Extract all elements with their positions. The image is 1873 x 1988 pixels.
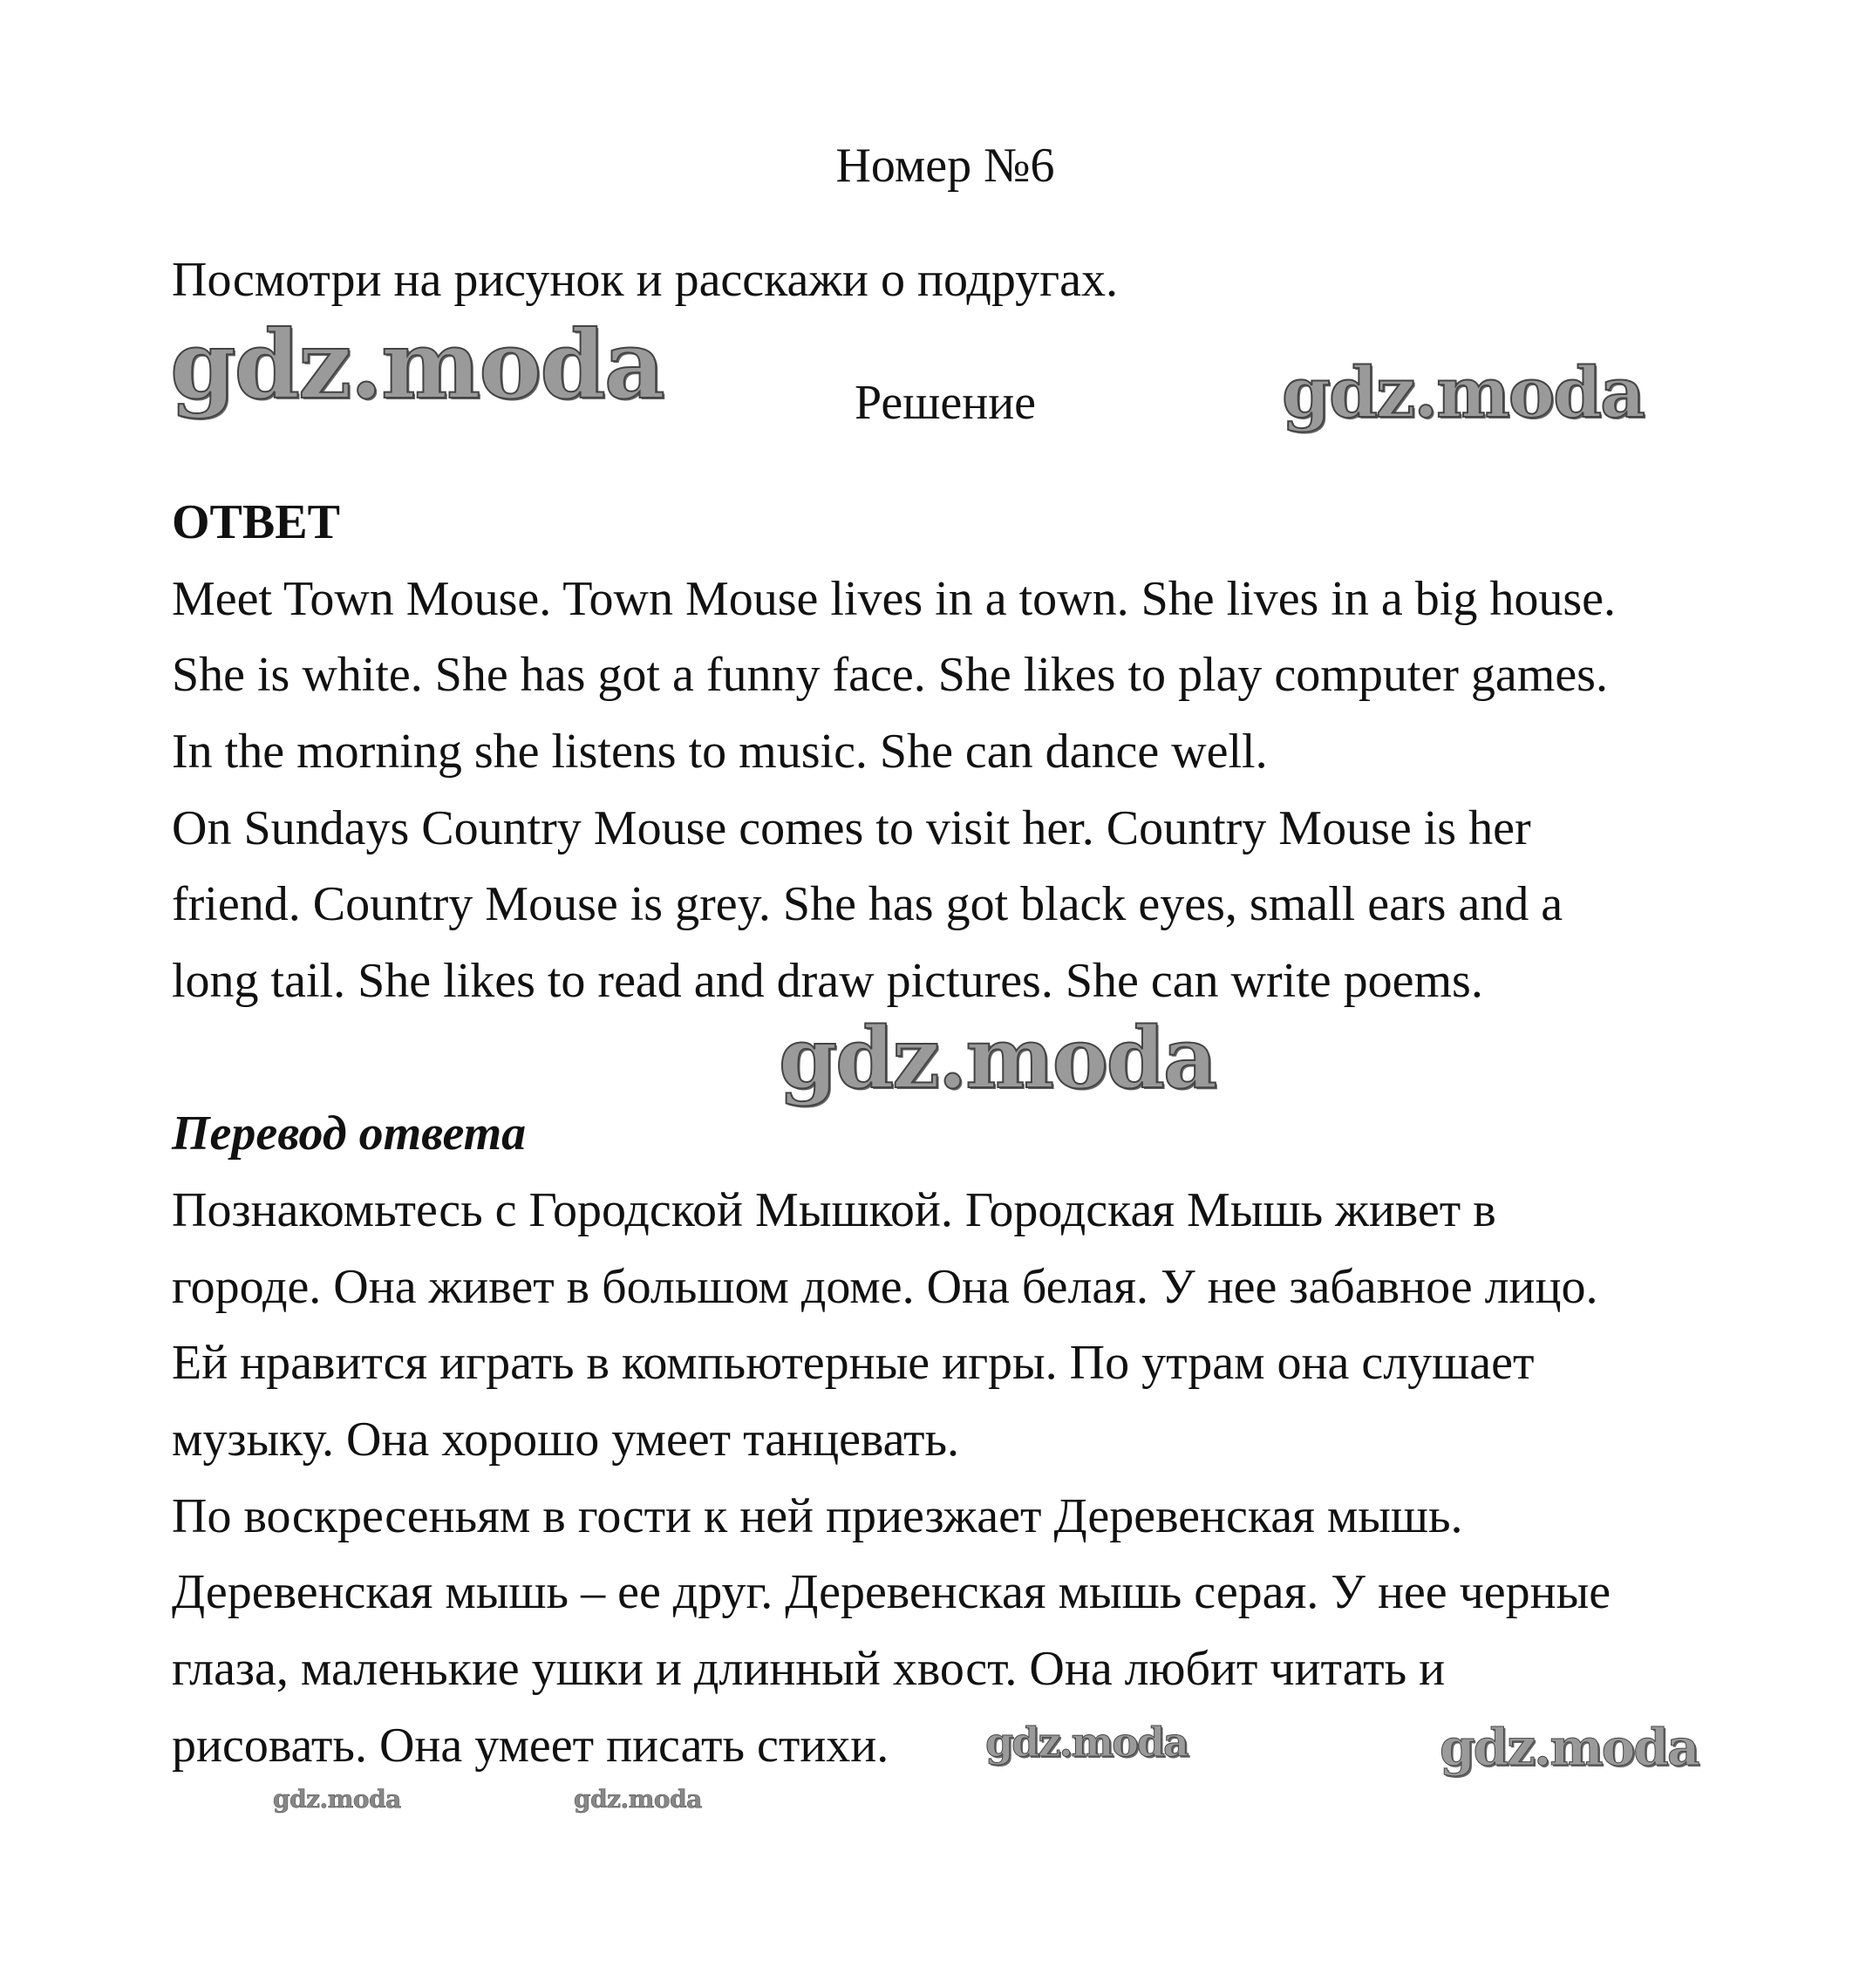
watermark-logo: gdz.moda	[985, 1719, 1188, 1766]
watermark-logo: gdz.moda	[1440, 1718, 1699, 1777]
task-text: Посмотри на рисунок и расскажи о подругах.	[172, 253, 1118, 307]
watermark-logo: gdz.moda	[574, 1785, 702, 1814]
translation-line: музыку. Она хорошо умеет танцевать.	[172, 1413, 960, 1467]
translation-line: По воскресеньям в гости к ней приезжает Деревенская мышь.	[172, 1489, 1463, 1543]
answer-line: On Sundays Country Mouse comes to visit her. Country Mouse is her	[172, 801, 1531, 855]
answer-line: She is white. She has got a funny face. She likes to play computer games.	[172, 648, 1608, 702]
watermark-logo: gdz.moda	[170, 310, 664, 420]
translation-line: Познакомьтесь с Городской Мышкой. Городская Мышь живет в	[172, 1183, 1496, 1237]
answer-line: In the morning she listens to music. She can dance well.	[172, 725, 1268, 779]
translation-heading: Перевод ответа	[172, 1106, 527, 1161]
translation-line: Деревенская мышь – ее друг. Деревенская мышь серая. У нее черные	[172, 1565, 1611, 1619]
answer-line: long tail. She likes to read and draw pictures. She can write poems.	[172, 954, 1483, 1008]
watermark-logo: gdz.moda	[1282, 351, 1644, 433]
watermark-logo: gdz.moda	[273, 1785, 401, 1814]
answer-heading: ОТВЕТ	[172, 495, 340, 549]
translation-line: Ей нравится играть в компьютерные игры. По утрам она слушает	[172, 1336, 1535, 1390]
translation-line: глаза, маленькие ушки и длинный хвост. Она любит читать и	[172, 1642, 1446, 1696]
watermark-logo: gdz.moda	[779, 1009, 1216, 1107]
translation-line: городе. Она живет в большом доме. Она белая. У нее забавное лицо.	[172, 1260, 1598, 1314]
answer-line: Meet Town Mouse. Town Mouse lives in a town. She lives in a big house.	[172, 572, 1616, 626]
translation-line: рисовать. Она умеет писать стихи.	[172, 1719, 889, 1773]
page-title: Номер №6	[835, 139, 1055, 193]
answer-line: friend. Country Mouse is grey. She has got black eyes, small ears and a	[172, 877, 1563, 931]
solution-label: Решение	[854, 376, 1037, 430]
